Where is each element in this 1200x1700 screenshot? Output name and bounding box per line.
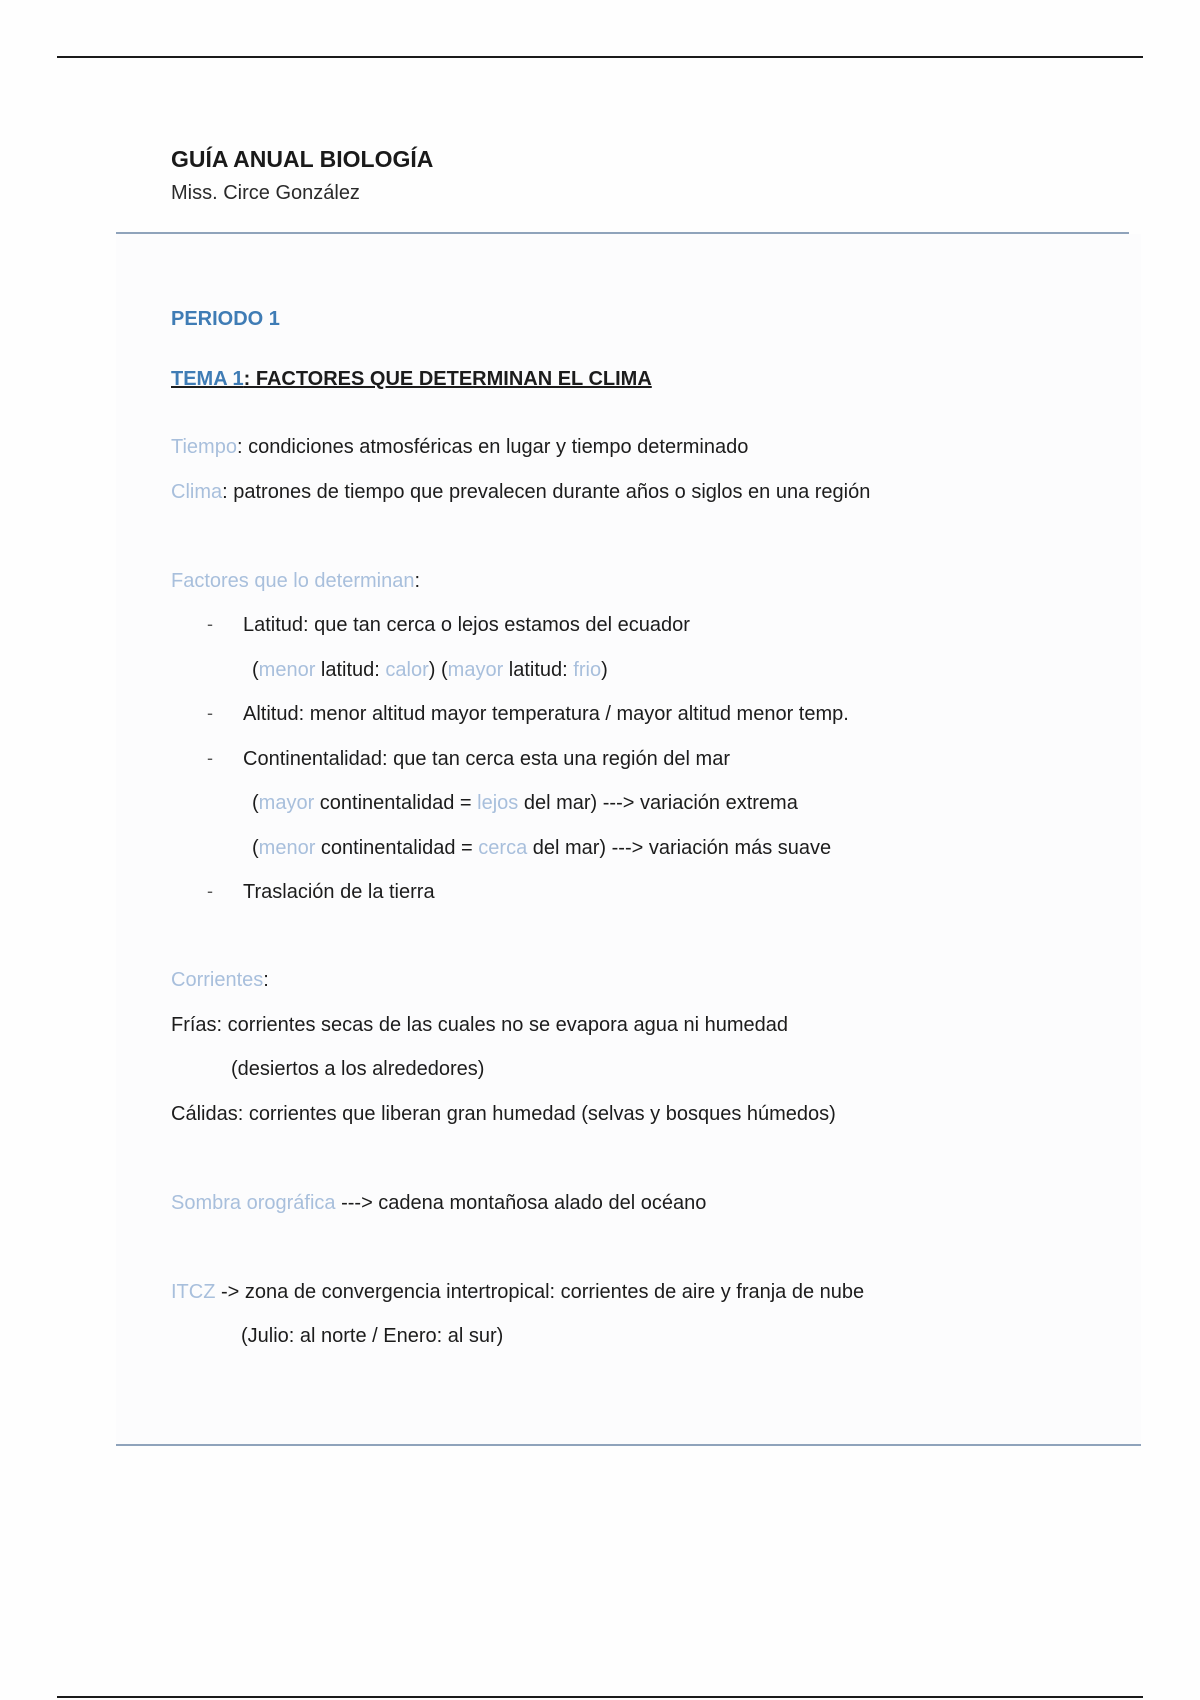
bottom-rule <box>57 1696 1143 1698</box>
topic-number: TEMA 1 <box>171 368 244 390</box>
list-item-traslacion: Traslación de la tierra <box>243 881 435 903</box>
list-item-latitud: Latitud: que tan cerca o lejos estamos del ecuador <box>243 614 690 636</box>
bullet-marker: - <box>207 703 213 723</box>
itcz-detail: (Julio: al norte / Enero: al sur) <box>241 1325 504 1347</box>
continentalidad-mayor: (mayor continentalidad = lejos del mar) ---> variación extrema <box>252 792 798 814</box>
latitud-detail: (menor latitud: calor) (mayor latitud: frio) <box>252 659 608 681</box>
corrientes-frias: Frías: corrientes secas de las cuales no se evapora agua ni humedad <box>171 1014 789 1036</box>
itcz-line: ITCZ -> zona de convergencia intertropical: corrientes de aire y franja de nube <box>171 1281 865 1303</box>
author-name: Miss. Circe González <box>171 182 360 204</box>
document-title: GUÍA ANUAL BIOLOGÍA <box>171 146 434 172</box>
list-item-altitud: Altitud: menor altitud mayor temperatura / mayor altitud menor temp. <box>243 703 849 725</box>
corrientes-calidas: Cálidas: corrientes que liberan gran humedad (selvas y bosques húmedos) <box>171 1103 836 1125</box>
term-tiempo: Tiempo <box>171 436 237 458</box>
definition-tiempo: Tiempo: condiciones atmosféricas en lugar y tiempo determinado <box>171 436 749 458</box>
bullet-marker: - <box>207 881 213 901</box>
bullet-marker: - <box>207 614 213 634</box>
factores-heading: Factores que lo determinan: <box>171 570 421 592</box>
corrientes-heading: Corrientes: <box>171 969 269 991</box>
list-item-continentalidad: Continentalidad: que tan cerca esta una región del mar <box>243 748 730 770</box>
definition-clima: Clima: patrones de tiempo que prevalecen durante años o siglos en una región <box>171 481 871 503</box>
top-rule <box>57 56 1143 58</box>
continentalidad-menor: (menor continentalidad = cerca del mar) ---> variación más suave <box>252 837 832 859</box>
sombra-orografica: Sombra orográfica ---> cadena montañosa alado del océano <box>171 1192 707 1214</box>
term-clima: Clima <box>171 481 223 503</box>
bullet-marker: - <box>207 748 213 768</box>
footer-separator <box>116 1444 1141 1446</box>
period-heading: PERIODO 1 <box>171 308 280 330</box>
topic-title: : FACTORES QUE DETERMINAN EL CLIMA <box>243 368 652 390</box>
corrientes-frias-detail: (desiertos a los alrededores) <box>231 1058 485 1080</box>
topic-heading <box>171 368 652 391</box>
